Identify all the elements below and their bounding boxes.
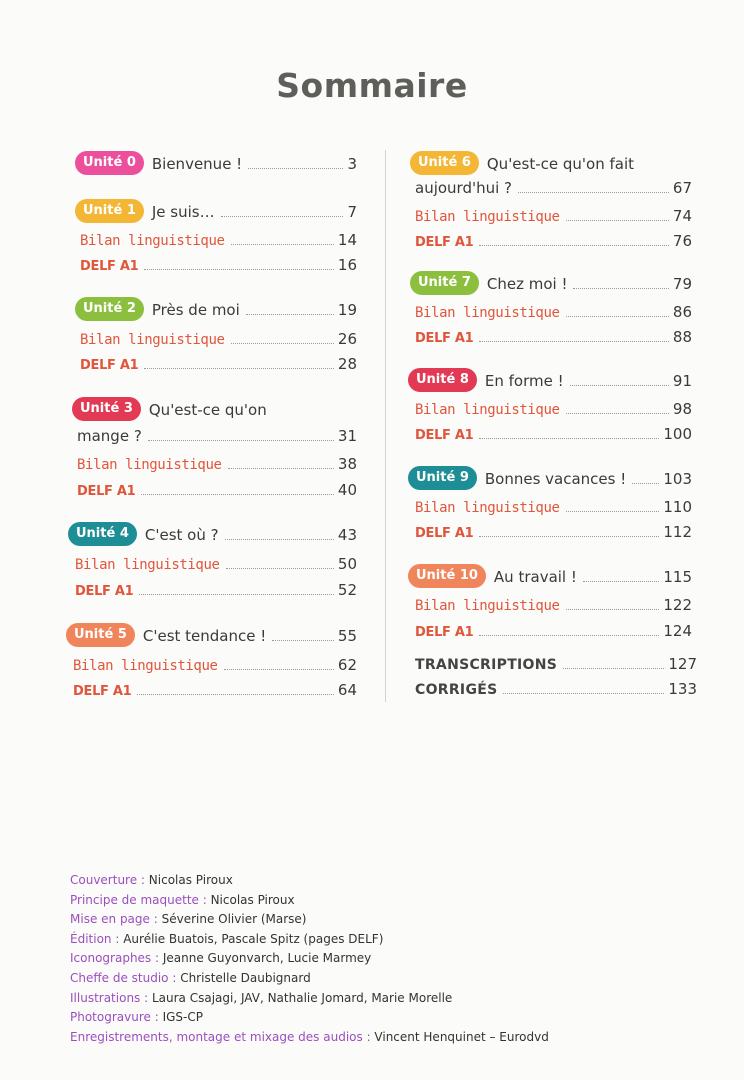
toc-entry-bilan-2[interactable] xyxy=(80,325,357,351)
credit-line xyxy=(70,1008,549,1028)
leader-dots xyxy=(231,244,334,245)
page-number: 110 xyxy=(663,498,692,516)
leader-dots xyxy=(573,288,668,289)
credit-role: Couverture xyxy=(70,873,138,887)
leader-dots xyxy=(139,594,334,595)
toc-entry-bilan-1[interactable] xyxy=(80,226,357,252)
credit-separator: : xyxy=(137,873,149,887)
page-number: 50 xyxy=(337,555,357,573)
unit-title: Je suis… xyxy=(151,203,215,221)
toc-entry-bilan-8[interactable] xyxy=(415,395,692,421)
bilan-label: Bilan linguistique xyxy=(415,305,560,321)
page-number: 79 xyxy=(672,275,692,293)
unit-title: Bonnes vacances ! xyxy=(484,470,627,488)
credits-block xyxy=(70,871,549,1047)
toc-entry-delf-9[interactable] xyxy=(415,518,692,544)
page-number: 19 xyxy=(337,301,357,319)
leader-dots xyxy=(479,245,669,246)
delf-label: DELF A1 xyxy=(75,584,134,599)
credit-name: IGS-CP xyxy=(162,1010,203,1025)
leader-dots xyxy=(566,220,669,221)
toc-entry-delf-10[interactable] xyxy=(415,617,692,643)
toc-entry-unit-9[interactable] xyxy=(408,465,692,491)
leader-dots xyxy=(144,269,334,270)
credit-name: Christelle Daubignard xyxy=(180,970,311,985)
credit-name: Laura Csajagi, JAV, Nathalie Jomard, Marie Morelle xyxy=(151,990,453,1005)
unit-title: Qu'est-ce qu'on fait xyxy=(486,155,635,173)
delf-label: DELF A1 xyxy=(415,235,474,250)
page-number: 127 xyxy=(668,655,697,673)
page-number: 67 xyxy=(672,179,692,197)
toc-entry-delf-3[interactable] xyxy=(77,476,357,502)
delf-label: DELF A1 xyxy=(80,358,139,373)
credit-role: Illustrations xyxy=(70,990,141,1005)
leader-dots xyxy=(224,669,334,670)
page-number: 52 xyxy=(337,581,357,599)
credit-separator: : xyxy=(168,970,181,985)
credit-role: Édition xyxy=(70,931,112,946)
unit-title: Chez moi ! xyxy=(486,275,568,293)
unit-badge: Unité 4 xyxy=(68,522,137,546)
unit-badge: Unité 7 xyxy=(410,271,479,295)
credit-separator: : xyxy=(150,1010,163,1025)
credit-role: Photogravure xyxy=(70,1010,151,1025)
unit-title: C'est où ? xyxy=(144,526,219,544)
credit-separator: : xyxy=(151,951,163,966)
leader-dots xyxy=(479,635,659,636)
page-number: 28 xyxy=(337,355,357,373)
unit-title-continued: aujourd'hui ? xyxy=(415,179,513,197)
unit-badge: Unité 9 xyxy=(408,466,477,490)
leader-dots xyxy=(566,609,660,610)
leader-dots xyxy=(566,511,660,512)
credit-role: Principe de maquette xyxy=(70,892,199,907)
page-number: 86 xyxy=(672,303,692,321)
page-number: 55 xyxy=(337,627,357,645)
toc-entry-delf-8[interactable] xyxy=(415,420,692,446)
toc-entry-unit-4[interactable] xyxy=(68,521,357,547)
bilan-label: Bilan linguistique xyxy=(80,332,225,348)
credit-name: Aurélie Buatois, Pascale Spitz (pages DELF) xyxy=(123,931,384,946)
page-number: 74 xyxy=(672,207,692,225)
page-number: 26 xyxy=(337,330,357,348)
page-number: 7 xyxy=(347,203,357,221)
leader-dots xyxy=(144,368,334,369)
unit-badge: Unité 0 xyxy=(75,151,144,175)
bilan-label: Bilan linguistique xyxy=(80,233,225,249)
leader-dots xyxy=(221,216,344,217)
delf-label: DELF A1 xyxy=(415,428,474,443)
toc-entry-delf-1[interactable] xyxy=(80,251,357,277)
page-number: 14 xyxy=(337,231,357,249)
credit-line xyxy=(70,871,549,891)
leader-dots xyxy=(228,468,334,469)
unit-title: C'est tendance ! xyxy=(142,627,267,645)
delf-label: DELF A1 xyxy=(77,484,136,499)
credit-line xyxy=(70,1028,549,1048)
page-number: 133 xyxy=(668,680,697,698)
credit-role: Iconographes xyxy=(70,951,152,966)
page-number: 88 xyxy=(672,328,692,346)
page-number: 100 xyxy=(663,425,692,443)
section-label: CORRIGÉS xyxy=(415,682,498,698)
leader-dots xyxy=(632,483,659,484)
leader-dots xyxy=(583,581,659,582)
page-number: 98 xyxy=(672,400,692,418)
leader-dots xyxy=(503,693,664,694)
toc-entry-delf-5[interactable] xyxy=(73,676,357,702)
toc-entry-bilan-3[interactable] xyxy=(77,450,357,476)
bilan-label: Bilan linguistique xyxy=(415,598,560,614)
leader-dots xyxy=(570,385,669,386)
toc-entry-delf-2[interactable] xyxy=(80,350,357,376)
leader-dots xyxy=(137,694,334,695)
page-number: 64 xyxy=(337,681,357,699)
toc-entry-unit-5[interactable] xyxy=(66,622,357,648)
credit-separator: : xyxy=(198,892,211,907)
toc-entry-unit-10[interactable] xyxy=(408,563,692,589)
leader-dots xyxy=(566,316,669,317)
toc-entry-bilan-10[interactable] xyxy=(415,591,692,617)
page-number: 62 xyxy=(337,656,357,674)
credit-name: Nicolas Piroux xyxy=(210,892,295,907)
toc-entry-unit-6[interactable] xyxy=(410,150,692,176)
toc-entry-delf-4[interactable] xyxy=(75,576,357,602)
leader-dots xyxy=(148,440,334,441)
bilan-label: Bilan linguistique xyxy=(73,658,218,674)
page-number: 43 xyxy=(337,526,357,544)
page-number: 76 xyxy=(672,232,692,250)
page-number: 38 xyxy=(337,455,357,473)
credit-line xyxy=(70,969,549,989)
leader-dots xyxy=(518,192,669,193)
bilan-label: Bilan linguistique xyxy=(415,209,560,225)
bilan-label: Bilan linguistique xyxy=(75,557,220,573)
delf-label: DELF A1 xyxy=(73,684,132,699)
page-number: 124 xyxy=(663,622,692,640)
toc-entry-unit-3[interactable] xyxy=(72,396,357,422)
bilan-label: Bilan linguistique xyxy=(415,402,560,418)
credit-name: Nicolas Piroux xyxy=(148,873,233,887)
page-number: 91 xyxy=(672,372,692,390)
credit-line xyxy=(70,910,549,930)
credit-line xyxy=(70,989,549,1009)
toc-entry-bilan-9[interactable] xyxy=(415,493,692,519)
leader-dots xyxy=(479,438,659,439)
unit-title: Près de moi xyxy=(151,301,240,319)
toc-entry-bilan-7[interactable] xyxy=(415,298,692,324)
credit-separator: : xyxy=(111,931,124,946)
leader-dots xyxy=(479,341,669,342)
credit-name: Vincent Henquinet – Eurodvd xyxy=(374,1029,549,1044)
page-number: 31 xyxy=(337,427,357,445)
section-label: TRANSCRIPTIONS xyxy=(415,657,558,673)
bilan-label: Bilan linguistique xyxy=(415,500,560,516)
delf-label: DELF A1 xyxy=(415,625,474,640)
unit-badge: Unité 8 xyxy=(408,368,477,392)
toc-entry-unit-7[interactable] xyxy=(410,270,692,296)
leader-dots xyxy=(246,314,334,315)
toc-entry-bilan-5[interactable] xyxy=(73,651,357,677)
page-number: 115 xyxy=(663,568,692,586)
credit-separator: : xyxy=(149,912,162,927)
credit-line xyxy=(70,930,549,950)
leader-dots xyxy=(231,343,334,344)
toc-entry-transcriptions[interactable] xyxy=(415,650,697,676)
credit-separator: : xyxy=(362,1029,375,1044)
unit-badge: Unité 1 xyxy=(75,199,144,223)
toc-entry-bilan-4[interactable] xyxy=(75,550,357,576)
page-number: 16 xyxy=(337,256,357,274)
unit-badge: Unité 5 xyxy=(66,623,135,647)
unit-badge: Unité 2 xyxy=(75,297,144,321)
page-number: 112 xyxy=(663,523,692,541)
leader-dots xyxy=(272,640,334,641)
unit-badge: Unité 10 xyxy=(408,564,486,588)
unit-badge: Unité 6 xyxy=(410,151,479,175)
unit-title: Qu'est-ce qu'on xyxy=(148,401,267,419)
toc-entry-unit-2[interactable] xyxy=(75,296,357,322)
credit-line xyxy=(70,891,549,911)
unit-title-continued: mange ? xyxy=(77,427,142,445)
credit-name: Séverine Olivier (Marse) xyxy=(161,912,307,927)
unit-title: En forme ! xyxy=(484,372,564,390)
credit-line xyxy=(70,949,549,969)
bilan-label: Bilan linguistique xyxy=(77,457,222,473)
page-title: Sommaire xyxy=(276,66,468,105)
unit-badge: Unité 3 xyxy=(72,397,141,421)
page-number: 122 xyxy=(663,596,692,614)
credit-role: Mise en page xyxy=(70,912,150,927)
toc-entry-delf-7[interactable] xyxy=(415,323,692,349)
toc-entry-unit-8[interactable] xyxy=(408,367,692,393)
credit-separator: : xyxy=(140,990,152,1005)
leader-dots xyxy=(563,668,664,669)
unit-title: Au travail ! xyxy=(493,568,577,586)
leader-dots xyxy=(141,494,334,495)
unit-title: Bienvenue ! xyxy=(151,155,243,173)
toc-entry-unit-0[interactable] xyxy=(75,150,357,176)
toc-entry-bilan-6[interactable] xyxy=(415,202,692,228)
page-number: 103 xyxy=(663,470,692,488)
credit-role: Enregistrements, montage et mixage des audios xyxy=(70,1029,363,1044)
toc-entry-unit-1[interactable] xyxy=(75,198,357,224)
toc-entry-unit-3-cont[interactable] xyxy=(77,422,357,448)
column-divider xyxy=(385,150,386,702)
leader-dots xyxy=(226,568,334,569)
page-number: 3 xyxy=(347,155,357,173)
leader-dots xyxy=(566,413,669,414)
page-number: 40 xyxy=(337,481,357,499)
toc-entry-unit-6-cont[interactable] xyxy=(415,174,692,200)
toc-entry-delf-6[interactable] xyxy=(415,227,692,253)
leader-dots xyxy=(225,539,334,540)
leader-dots xyxy=(479,536,659,537)
delf-label: DELF A1 xyxy=(80,259,139,274)
delf-label: DELF A1 xyxy=(415,331,474,346)
delf-label: DELF A1 xyxy=(415,526,474,541)
leader-dots xyxy=(248,168,343,169)
credit-role: Cheffe de studio xyxy=(70,970,169,985)
toc-entry-corriges[interactable] xyxy=(415,675,697,701)
credit-name: Jeanne Guyonvarch, Lucie Marmey xyxy=(162,951,372,966)
